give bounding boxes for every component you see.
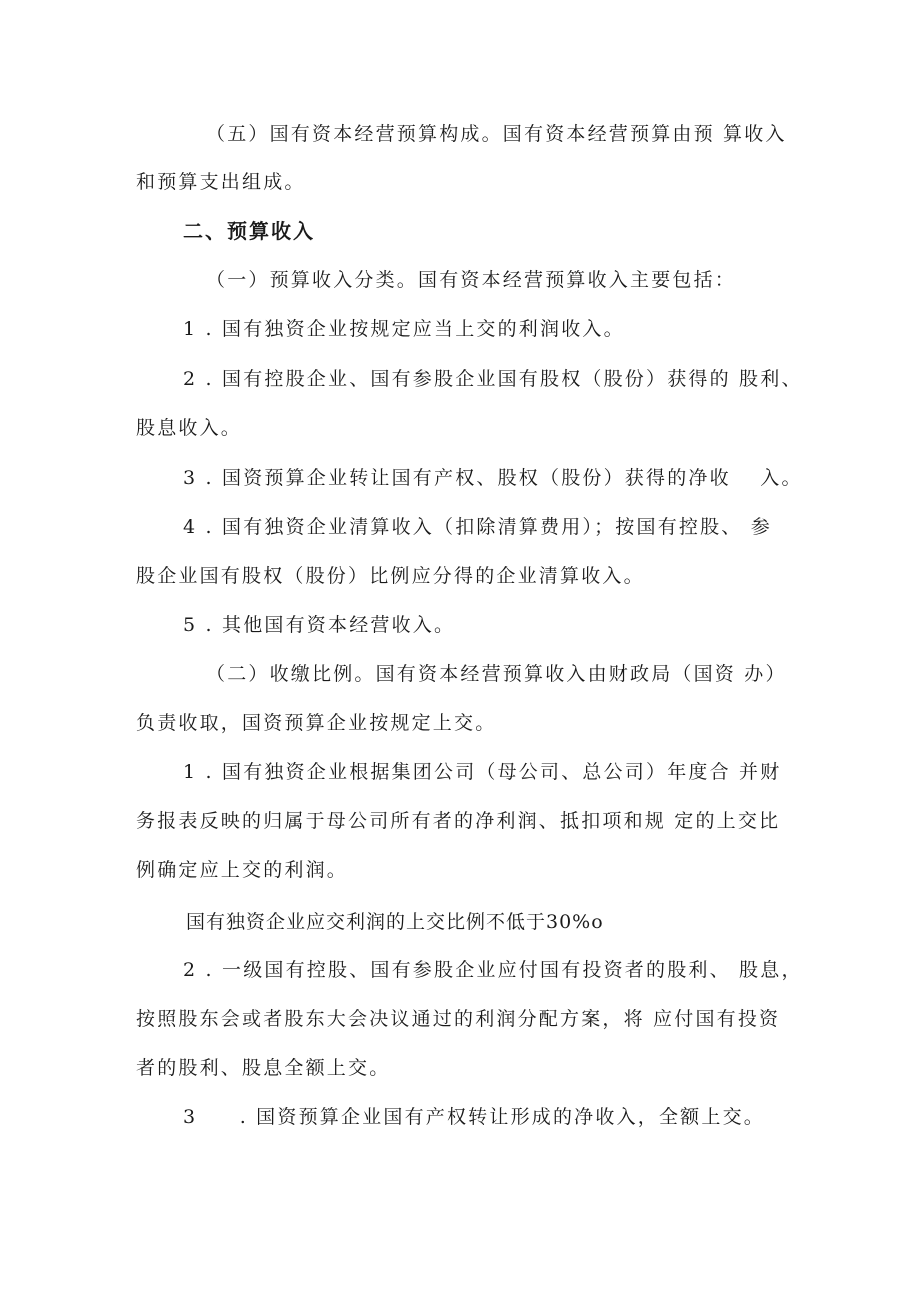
section-5-line-1: （五）国有资本经营预算构成。国有资本经营预算由预 算收入 bbox=[206, 123, 787, 145]
profit-ratio-note: 国有独资企业应交利润的上交比例不低于30%o bbox=[186, 911, 604, 933]
section-5-line-2: 和预算支出组成。 bbox=[136, 171, 306, 193]
subsection-2-title-line-1: （二）收缴比例。国有资本经营预算收入由财政局（国资 办） bbox=[206, 663, 787, 685]
collection-item-2-line-1: 2 . 一级国有控股、国有参股企业应付国有投资者的股利、 股息， bbox=[183, 959, 803, 981]
collection-item-1-line-1: 1 . 国有独资企业根据集团公司（母公司、总公司）年度合 并财 bbox=[183, 761, 782, 783]
revenue-item-4-line-1: 4 . 国有独资企业清算收入（扣除清算费用）；按国有控股、 参 bbox=[183, 516, 772, 538]
revenue-item-2-line-2: 股息收入。 bbox=[136, 417, 243, 439]
heading-budget-revenue: 二、预算收入 bbox=[183, 219, 315, 243]
revenue-item-3: 3 . 国资预算企业转让国有产权、股权（股份）获得的净收 入。 bbox=[183, 467, 803, 489]
collection-item-3: 3 . 国资预算企业国有产权转让形成的净收入，全额上交。 bbox=[183, 1106, 765, 1128]
subsection-1-title: （一）预算收入分类。国有资本经营预算收入主要包括： bbox=[206, 269, 737, 291]
revenue-item-5: 5 . 其他国有资本经营收入。 bbox=[183, 614, 456, 636]
revenue-item-4-line-2: 股企业国有股权（股份）比例应分得的企业清算收入。 bbox=[136, 565, 645, 587]
revenue-item-1: 1 . 国有独资企业按规定应当上交的利润收入。 bbox=[183, 318, 625, 340]
revenue-item-2-line-1: 2 . 国有控股企业、国有参股企业国有股权（股份）获得的 股利、 bbox=[183, 368, 803, 390]
collection-item-2-line-3: 者的股利、股息全额上交。 bbox=[136, 1057, 391, 1079]
collection-item-1-line-2: 务报表反映的归属于母公司所有者的净利润、抵扣项和规 定的上交比 bbox=[136, 810, 781, 832]
collection-item-2-line-2: 按照股东会或者股东大会决议通过的利润分配方案，将 应付国有投资 bbox=[136, 1008, 781, 1030]
collection-item-1-line-3: 例确定应上交的利润。 bbox=[136, 859, 349, 881]
subsection-2-title-line-2: 负责收取，国资预算企业按规定上交。 bbox=[136, 712, 497, 734]
